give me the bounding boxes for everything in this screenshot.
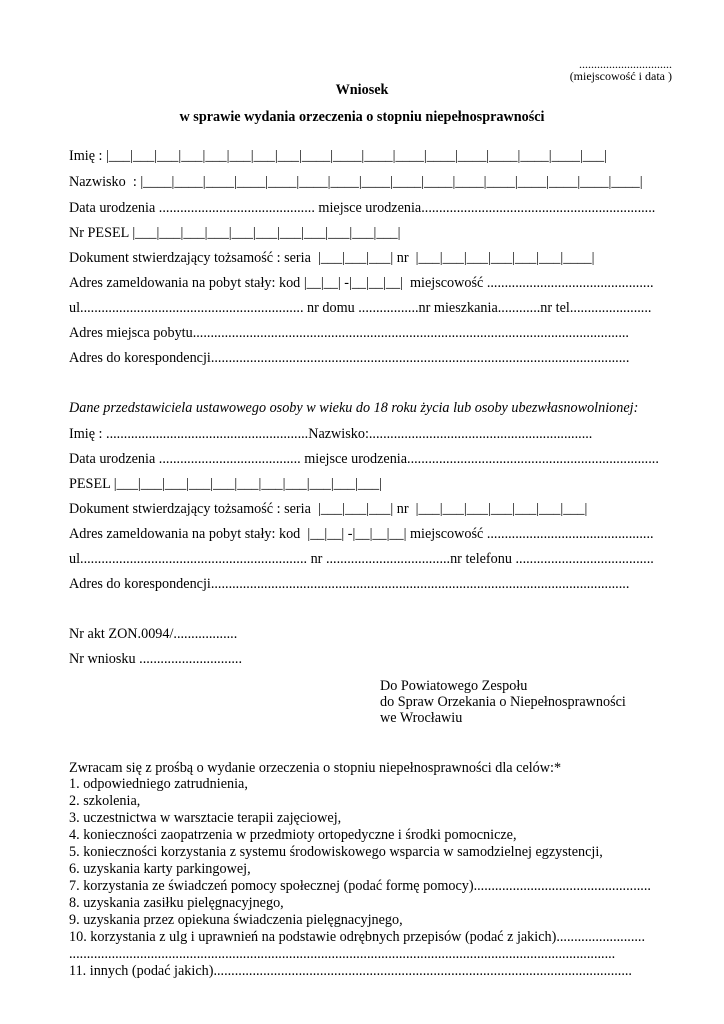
representative-id-document-field[interactable]: Dokument stwierdzający tożsamość : seria |___|___|___| nr |___|___|___|___|___|___|___| [69, 501, 588, 517]
addressee-line-1: Do Powiatowego Zespołu [380, 678, 528, 694]
applicant-residence-address-field[interactable]: Adres miejsca pobytu........................................................................................................................... [69, 325, 629, 341]
representative-birth-field[interactable]: Data urodzenia ........................................ miejsce urodzenia....................................................................... [69, 451, 659, 467]
representative-correspondence-address-field[interactable]: Adres do korespondencji...................................................................................................................... [69, 576, 630, 592]
representative-registered-address-field[interactable]: Adres zameldowania na pobyt stały: kod |__|__| -|__|__|__| miejscowość ............................................... [69, 526, 654, 542]
application-number-field[interactable]: Nr wniosku ............................. [69, 651, 243, 667]
addressee-line-3: we Wrocławiu [380, 710, 463, 726]
date-place-dots[interactable]: ............................... [579, 57, 672, 71]
addressee-line-2: do Spraw Orzekania o Niepełnosprawności [380, 694, 626, 710]
applicant-first-name-field[interactable]: Imię : |___|___|___|___|___|___|___|___|____|____|____|____|____|____|____|____|____|___| [69, 148, 607, 164]
request-item[interactable]: 1. odpowiedniego zatrudnienia, [69, 776, 248, 792]
document-subtitle: w sprawie wydania orzeczenia o stopniu niepełnosprawności [179, 109, 545, 125]
request-item[interactable]: 2. szkolenia, [69, 793, 141, 809]
request-item-continuation[interactable]: .......................................................................................................................................................... [69, 946, 616, 962]
representative-pesel-field[interactable]: PESEL |___|___|___|___|___|___|___|___|___|___|___| [69, 476, 382, 492]
request-item[interactable]: 8. uzyskania zasiłku pielęgnacyjnego, [69, 895, 284, 911]
applicant-street-field[interactable]: ul............................................................... nr domu .................nr mieszkania............nr tel....................... [69, 300, 652, 316]
request-item[interactable]: 3. uczestnictwa w warsztacie terapii zajęciowej, [69, 810, 342, 826]
applicant-pesel-field[interactable]: Nr PESEL |___|___|___|___|___|___|___|___|___|___|___| [69, 225, 401, 241]
applicant-registered-address-field[interactable]: Adres zameldowania na pobyt stały: kod |__|__| -|__|__|__| miejscowość ............................................... [69, 275, 654, 291]
request-item[interactable]: 7. korzystania ze świadczeń pomocy społecznej (podać formę pomocy).................................................. [69, 878, 651, 894]
applicant-birth-field[interactable]: Data urodzenia ............................................ miejsce urodzenia.................................................................. [69, 200, 656, 216]
representative-name-field[interactable]: Imię : .........................................................Nazwisko:............................................................... [69, 426, 593, 442]
request-item[interactable]: 11. innych (podać jakich)...................................................................................................................... [69, 963, 632, 979]
representative-street-field[interactable]: ul................................................................ nr ...................................nr telefonu ....................................... [69, 551, 654, 567]
case-file-number-field[interactable]: Nr akt ZON.0094/.................. [69, 626, 238, 642]
request-item[interactable]: 10. korzystania z ulg i uprawnień na podstawie odrębnych przepisów (podać z jakich)......................... [69, 929, 646, 945]
request-item[interactable]: 9. uzyskania przez opiekuna świadczenia pielęgnacyjnego, [69, 912, 403, 928]
document-title: Wniosek [335, 82, 389, 98]
applicant-id-document-field[interactable]: Dokument stwierdzający tożsamość : seria |___|___|___| nr |___|___|___|___|___|___|____| [69, 250, 595, 266]
applicant-last-name-field[interactable]: Nazwisko : |____|____|____|____|____|____|____|____|____|____|____|____|____|____|____|____| [69, 174, 643, 190]
request-intro: Zwracam się z prośbą o wydanie orzeczenia o stopniu niepełnosprawności dla celów:* [69, 760, 562, 776]
representative-heading: Dane przedstawiciela ustawowego osoby w wieku do 18 roku życia lub osoby ubezwłasnowolnionej: [69, 400, 639, 416]
applicant-correspondence-address-field[interactable]: Adres do korespondencji...................................................................................................................... [69, 350, 630, 366]
request-item[interactable]: 5. konieczności korzystania z systemu środowiskowego wsparcia w samodzielnej egzystencji, [69, 844, 603, 860]
request-item[interactable]: 6. uzyskania karty parkingowej, [69, 861, 251, 877]
request-item[interactable]: 4. konieczności zaopatrzenia w przedmioty ortopedyczne i środki pomocnicze, [69, 827, 517, 843]
date-place-caption: (miejscowość i data ) [569, 69, 672, 83]
